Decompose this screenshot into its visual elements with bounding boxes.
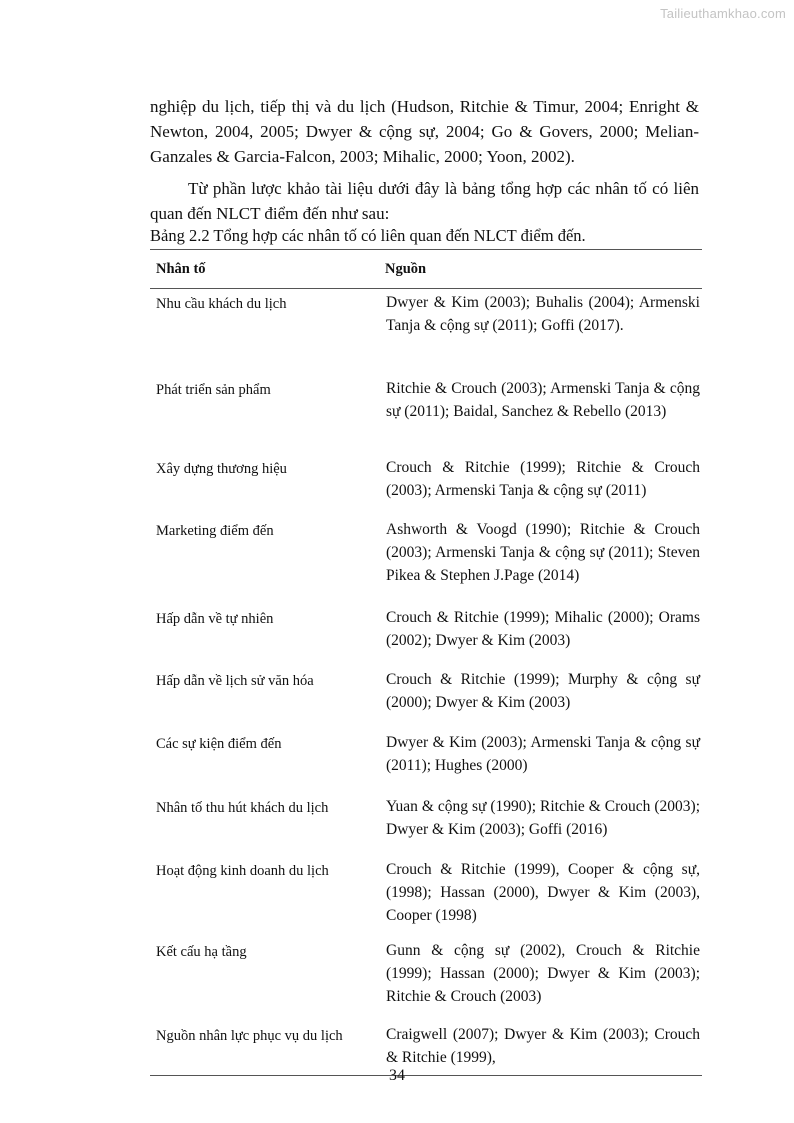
source-cell: Ashworth & Voogd (1990); Ritchie & Crouch (2003); Armenski Tanja & cộng sự (2011); Steven Pikea & Stephen J.Page (2014) [386, 521, 700, 584]
table-row [150, 937, 702, 1021]
factor-cell: Marketing điểm đến [156, 523, 274, 539]
table-row [150, 666, 702, 729]
factor-cell: Hoạt động kinh doanh du lịch [156, 863, 329, 879]
source-cell: Yuan & cộng sự (1990); Ritchie & Crouch (2003); Dwyer & Kim (2003); Goffi (2016) [386, 798, 700, 838]
table-row [150, 604, 702, 666]
source-cell: Crouch & Ritchie (1999); Murphy & cộng sự (2000); Dwyer & Kim (2003) [386, 671, 700, 711]
table-header-row [150, 250, 702, 289]
table-row [150, 516, 702, 604]
factor-cell: Hấp dẫn về lịch sử văn hóa [156, 673, 314, 689]
factor-cell: Nhân tố thu hút khách du lịch [156, 800, 329, 816]
table-row [150, 289, 702, 376]
header-source: Nguồn [385, 250, 702, 289]
source-cell: Crouch & Ritchie (1999), Cooper & cộng sự, (1998); Hassan (2000), Dwyer & Kim (2003), Cooper (1998) [386, 861, 700, 924]
source-cell: Gunn & cộng sự (2002), Crouch & Ritchie (1999); Hassan (2000); Dwyer & Kim (2003); Ritchie & Crouch (2003) [386, 942, 700, 1005]
factor-cell: Kết cấu hạ tầng [156, 944, 247, 960]
factor-cell: Các sự kiện điểm đến [156, 736, 282, 752]
page-number: 34 [389, 1067, 405, 1084]
source-cell: Dwyer & Kim (2003); Buhalis (2004); Armenski Tanja & cộng sự (2011); Goffi (2017). [386, 294, 700, 334]
table-row [150, 375, 702, 454]
source-cell: Crouch & Ritchie (1999); Ritchie & Crouch (2003); Armenski Tanja & cộng sự (2011) [386, 459, 700, 499]
factor-cell: Hấp dẫn về tự nhiên [156, 611, 274, 627]
factors-table [150, 249, 702, 1076]
table-row [150, 729, 702, 793]
factor-cell: Phát triển sản phẩm [156, 382, 271, 398]
table-row [150, 856, 702, 937]
table-row [150, 454, 702, 516]
body-paragraph-1: nghiệp du lịch, tiếp thị và du lịch (Hudson, Ritchie & Timur, 2004; Enright & Newton, 2004, 2005; Dwyer & cộng sự, 2004; Go & Govers, 2000; Melian-Ganzales & Garcia-Falcon, 2003; Mihalic, 2000; Yoon, 2002). [150, 97, 699, 166]
source-cell: Dwyer & Kim (2003); Armenski Tanja & cộng sự (2011); Hughes (2000) [386, 734, 700, 774]
factor-cell: Xây dựng thương hiệu [156, 461, 287, 477]
factor-cell: Nguồn nhân lực phục vụ du lịch [156, 1028, 343, 1044]
table-row [150, 793, 702, 856]
factor-cell: Nhu cầu khách du lịch [156, 296, 287, 312]
source-cell: Ritchie & Crouch (2003); Armenski Tanja & cộng sự (2011); Baidal, Sanchez & Rebello (2013) [386, 380, 700, 420]
source-cell: Crouch & Ritchie (1999); Mihalic (2000); Orams (2002); Dwyer & Kim (2003) [386, 609, 700, 649]
table-caption: Bảng 2.2 Tổng hợp các nhân tố có liên quan đến NLCT điểm đến. [150, 226, 586, 245]
source-cell: Craigwell (2007); Dwyer & Kim (2003); Crouch & Ritchie (1999), [386, 1026, 700, 1066]
body-paragraph-2: Từ phần lược khảo tài liệu dưới đây là bảng tổng hợp các nhân tố có liên quan đến NLCT điểm đến như sau: [150, 179, 699, 223]
watermark: Tailieuthamkhao.com [660, 6, 786, 21]
header-factor: Nhân tố [150, 250, 385, 289]
